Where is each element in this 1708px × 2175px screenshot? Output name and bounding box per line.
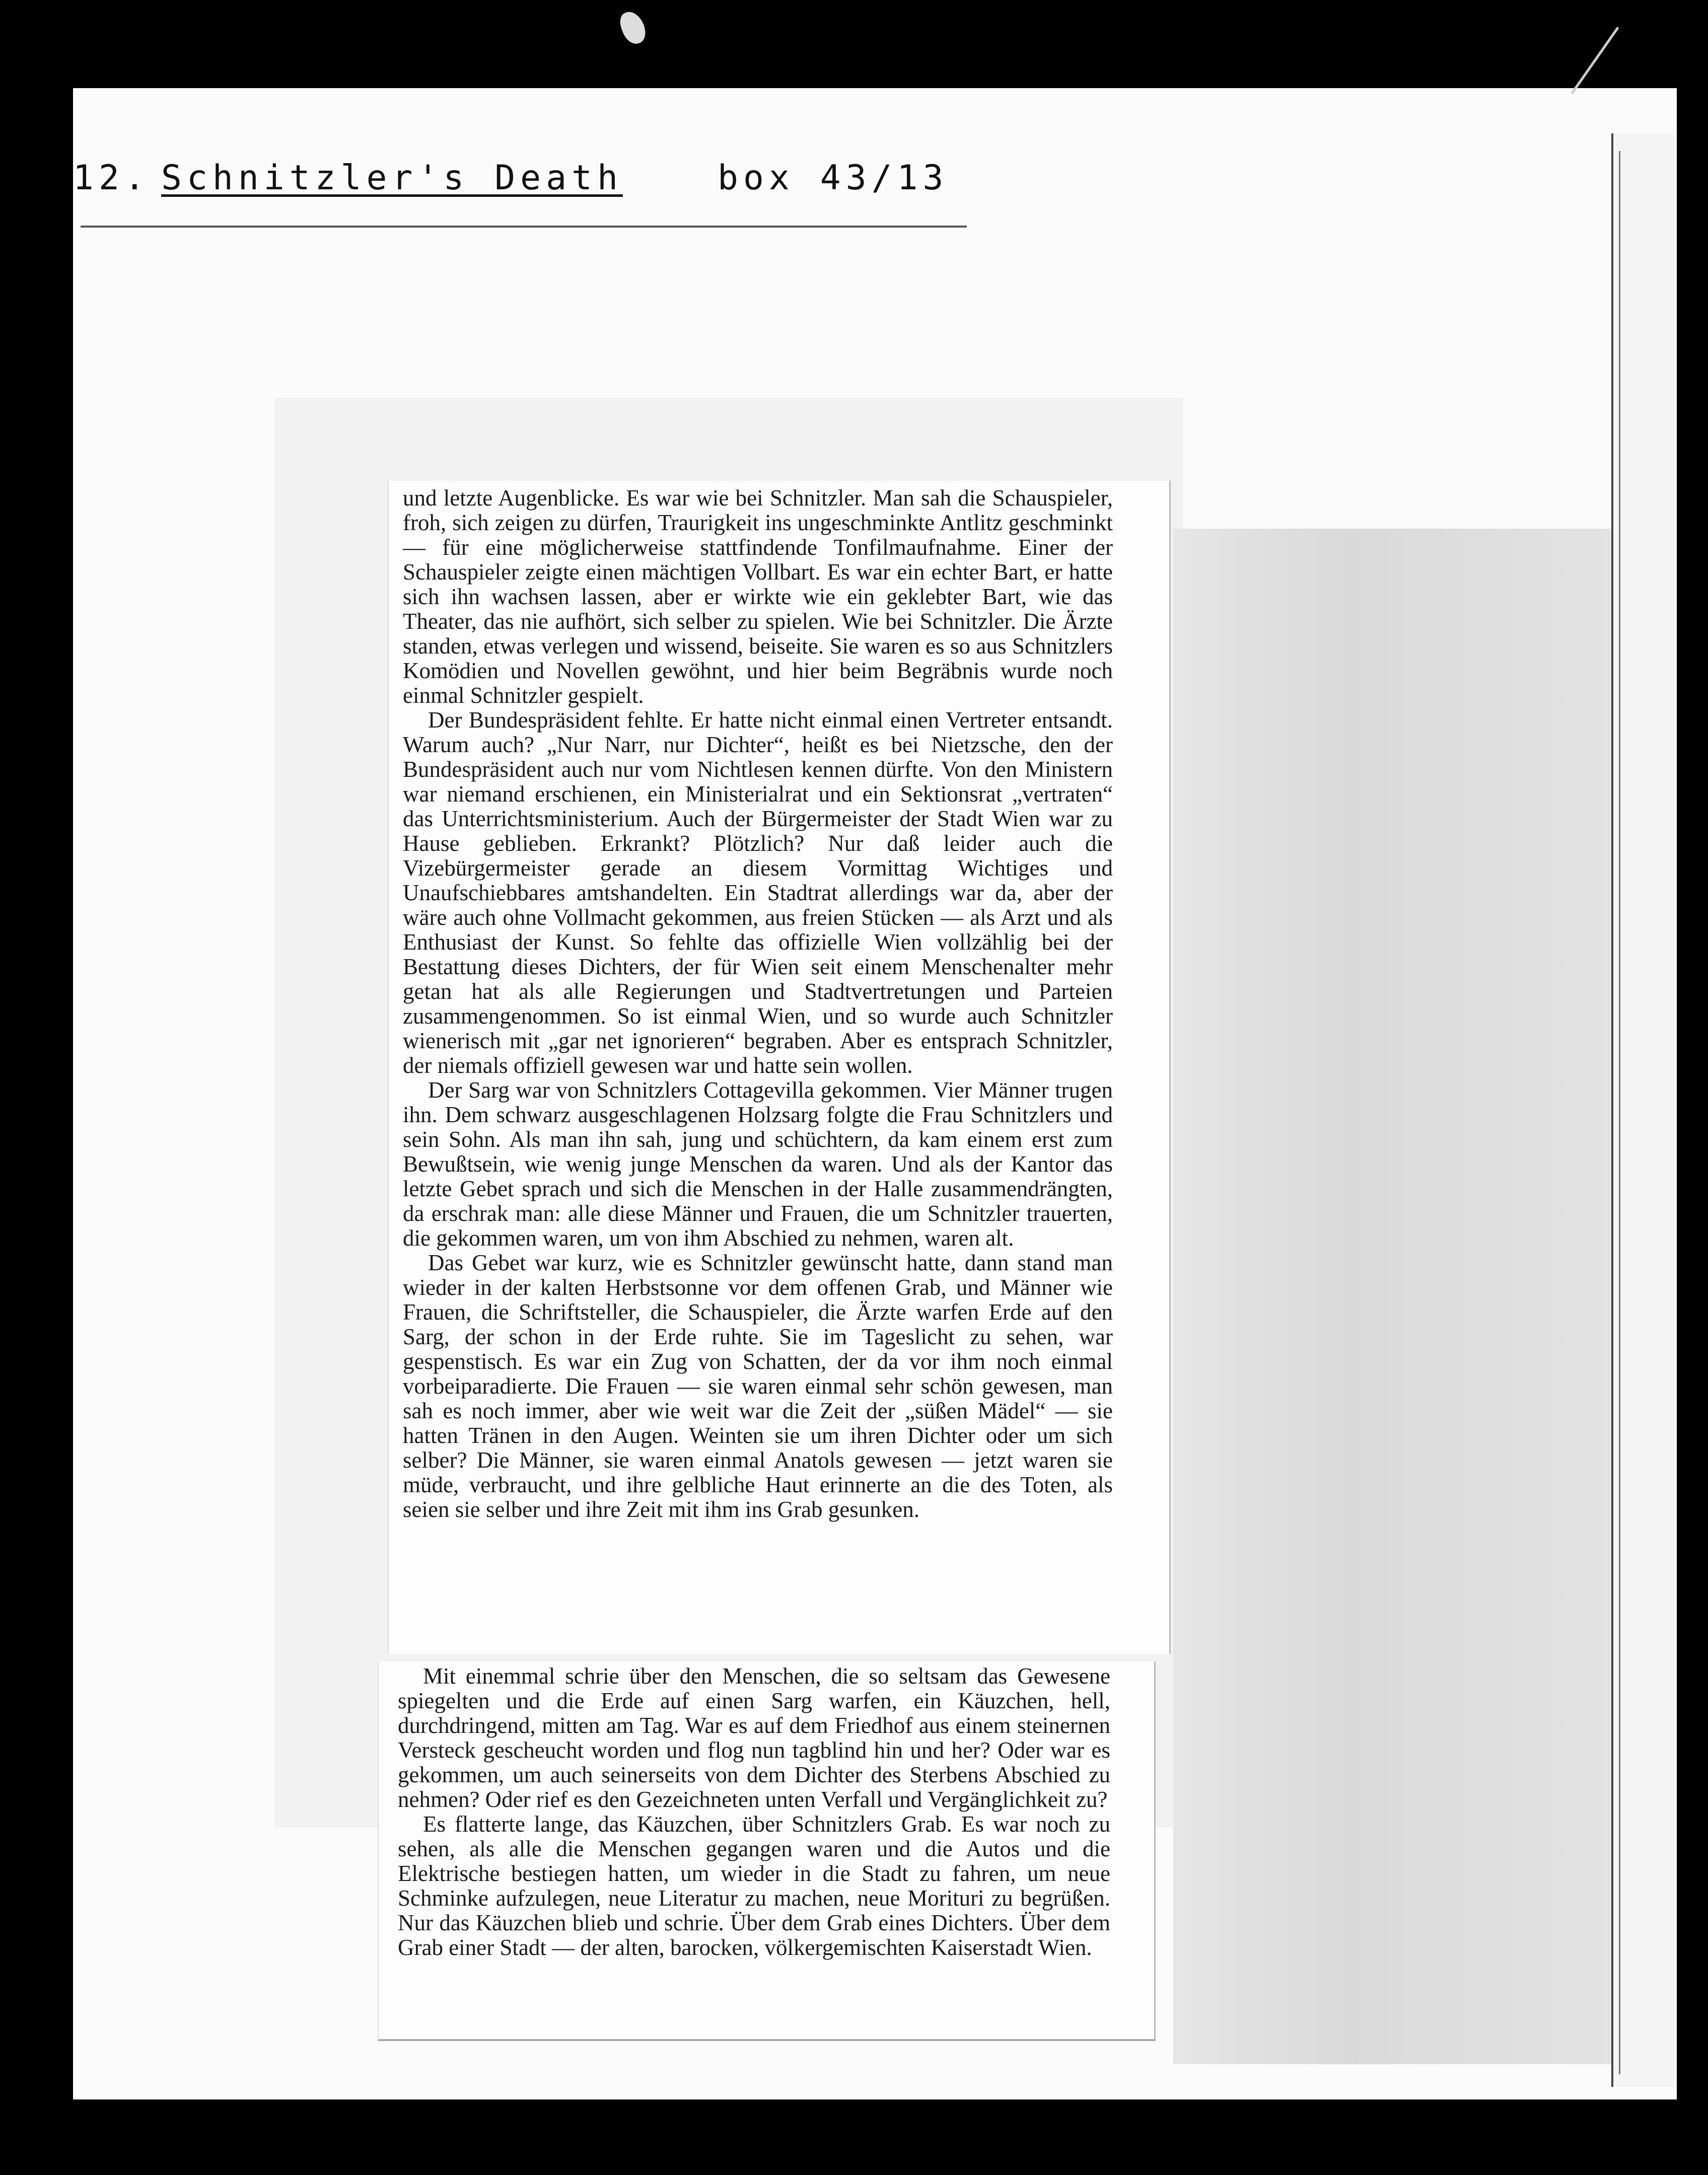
mounting-shadow [1173,529,1611,2064]
article-text-part-1 [403,486,1113,1522]
film-scratch [1571,27,1619,94]
sheet-stack-inner-edge [1619,151,1623,2074]
article-paragraph: Es flatterte lange, das Käuzchen, über Schnitzlers Grab. Es war noch zu sehen, als alle die Menschen gegangen waren und die Autos und die Elektrische bestiegen hatten, um wieder in die Stadt zu fahren, um neue Schminke aufzulegen, neue Literatur zu machen, neue Morituri zu begrüßen. Nur das Käuzchen blieb und schrie. Über dem Grab eines Dichters. Über dem Grab einer Stadt — der alten, barocken, völkergemischten Kaiserstadt Wien. [398,1811,1110,1960]
article-text-part-2 [398,1664,1110,1960]
film-blemish [617,8,649,47]
box-label: box 43/13 [718,158,949,198]
header-rule [81,226,967,228]
article-paragraph: Der Sarg war von Schnitzlers Cottagevilla gekommen. Vier Männer trugen ihn. Dem schwarz ausgeschlagenen Holzsarg folgte die Frau Schnitzlers und sein Sohn. Als man ihn sah, jung und schüchtern, da kam einem erst zum Bewußtsein, wie wenig junge Menschen da waren. Und als der Kantor das letzte Gebet sprach und sich die Menschen in der Halle zusammendrängten, da erschrak man: alle diese Männer und Frauen, die um Schnitzler trauerten, die gekommen waren, um von ihm Abschied zu nehmen, waren alt. [403,1077,1113,1251]
folder-title: Schnitzler's Death [161,158,623,198]
article-paragraph: Das Gebet war kurz, wie es Schnitzler gewünscht hatte, dann stand man wieder in der kalten Herbstsonne vor dem offenen Grab, und Männer wie Frauen, die Schriftsteller, die Schauspieler, die Ärzte warfen Erde auf den Sarg, der schon in der Erde ruhte. Sie im Tageslicht zu sehen, war gespenstisch. Es war ein Zug von Schatten, der da vor ihm noch einmal vorbeiparadierte. Die Frauen — sie waren einmal sehr schön gewesen, man sah es noch immer, aber wie weit war die Zeit der „süßen Mädel“ — sie hatten Tränen in den Augen. Weinten sie um ihren Dichter oder um sich selber? Die Männer, sie waren einmal Anatols gewesen — jetzt waren sie müde, verbraucht, und ihre gelbliche Haut erinnerte an die des Toten, als seien sie selber und ihre Zeit mit ihm ins Grab gesunken. [403,1250,1113,1522]
folder-number: 12. [73,158,150,198]
article-paragraph: Mit einemmal schrie über den Menschen, die so seltsam das Gewesene spiegelten und die Erde auf einen Sarg warfen, ein Käuzchen, hell, durchdringend, mitten am Tag. War es auf dem Friedhof aus einem steinernen Versteck gescheucht worden und flog nun tagblind hin und her? Oder war es gekommen, um auch seinerseits von dem Dichter des Sterbens Abschied zu nehmen? Oder rief es den Gezeichneten unten Verfall und Vergänglichkeit zu? [398,1663,1110,1812]
folder-header [73,151,1030,211]
article-paragraph: Der Bundespräsident fehlte. Er hatte nicht einmal einen Vertreter entsandt. Warum auch? „Nur Narr, nur Dichter“, heißt es bei Nietzsche, den der Bundespräsident auch nur vom Nichtlesen kennen dürfte. Von den Ministern war niemand erschienen, ein Ministerialrat und ein Sektionsrat „vertraten“ das Unterrichtsministerium. Auch der Bürgermeister der Stadt Wien war zu Hause geblieben. Erkrankt? Plötzlich? Nur daß leider auch die Vizebürgermeister gerade an diesem Vormittag Wichtiges und Unaufschiebbares amtshandelten. Ein Stadtrat allerdings war da, aber der wäre auch ohne Vollmacht gekommen, aus freien Stücken — als Arzt und als Enthusiast der Kunst. So fehlte das offizielle Wien vollzählig bei der Bestattung dieses Dichters, der für Wien seit einem Menschenalter mehr getan hat als alle Regierungen und Stadtvertretungen und Parteien zusammengenommen. So ist einmal Wien, und so wurde auch Schnitzler wienerisch mit „gar net ignorieren“ begraben. Aber es entsprach Schnitzler, der niemals offiziell gewesen war und hatte sein wollen. [403,707,1113,1078]
article-paragraph: und letzte Augenblicke. Es war wie bei Schnitzler. Man sah die Schauspieler, froh, sich zeigen zu dürfen, Traurigkeit ins ungeschminkte Antlitz geschminkt — für eine möglicherweise stattfindende Tonfilmaufnahme. Einer der Schauspieler zeigte einen mächtigen Vollbart. Es war ein echter Bart, er hatte sich ihn wachsen lassen, aber er wirkte wie ein geklebter Bart, wie das Theater, das nie aufhört, sich selber zu spielen. Wie bei Schnitzler. Die Ärzte standen, etwas verlegen und wissend, beiseite. Sie waren es so aus Schnitzlers Komödien und Novellen gewöhnt, und hier beim Begräbnis wurde noch einmal Schnitzler gespielt. [403,485,1113,708]
